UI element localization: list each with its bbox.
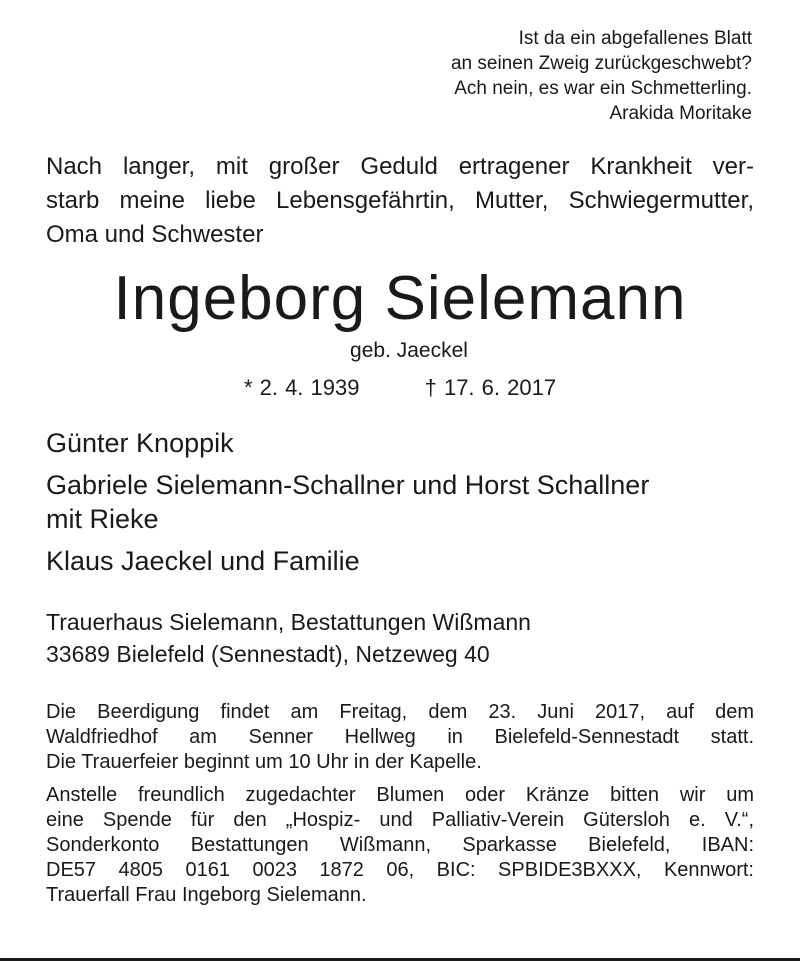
notice-line: DE57 4805 0161 0023 1872 06, BIC: SPBIDE3BXXX, Kennwort: xyxy=(46,859,754,881)
poem xyxy=(451,26,752,126)
poem-line: an seinen Zweig zurückgeschwebt? xyxy=(450,53,752,74)
notice-line: Die Beerdigung findet am Freitag, dem 23. Juni 2017, auf dem xyxy=(46,701,754,723)
mourner-line: Günter Knoppik xyxy=(46,428,234,458)
mourner-line: Gabriele Sielemann-Schallner und Horst Schallner xyxy=(46,470,650,500)
notice-line: Trauerfall Frau Ingeborg Sielemann. xyxy=(46,884,367,906)
notice-line: Anstelle freundlich zugedachter Blumen oder Kränze bitten wir um xyxy=(46,784,754,806)
death-date: † 17. 6. 2017 xyxy=(424,375,557,400)
mourner-group xyxy=(46,544,754,578)
intro-line: starb meine liebe Lebensgefährtin, Mutter, Schwiegermutter, xyxy=(46,187,754,214)
notice-line: Die Trauerfeier beginnt um 10 Uhr in der Kapelle. xyxy=(46,751,482,773)
birth-date: * 2. 4. 1939 xyxy=(243,375,360,400)
funeral-notice xyxy=(46,700,754,916)
poem-author: Arakida Moritake xyxy=(609,103,752,124)
mourner-line: Klaus Jaeckel und Familie xyxy=(46,546,360,576)
deceased-name: Ingeborg Sielemann xyxy=(113,264,687,333)
donation-paragraph xyxy=(46,783,754,908)
funeral-paragraph xyxy=(46,700,754,775)
address-line: 33689 Bielefeld (Sennestadt), Netzeweg 40 xyxy=(46,641,490,667)
notice-line: eine Spende für den „Hospiz- und Palliativ-Verein Gütersloh e. V.“, xyxy=(46,809,754,831)
intro-line: Nach langer, mit großer Geduld ertragener Krankheit ver- xyxy=(46,153,754,180)
mourner-line: mit Rieke xyxy=(46,504,159,534)
mourner-group xyxy=(46,468,754,536)
mourners-list xyxy=(46,426,754,586)
address-line: Trauerhaus Sielemann, Bestattungen Wißmann xyxy=(46,609,531,635)
life-dates xyxy=(0,374,800,402)
mourning-house-address xyxy=(46,606,754,670)
poem-line: Ach nein, es war ein Schmetterling. xyxy=(454,78,752,99)
notice-line: Sonderkonto Bestattungen Wißmann, Sparkasse Bielefeld, IBAN: xyxy=(46,834,754,856)
mourner-group xyxy=(46,426,754,460)
intro-line: Oma und Schwester xyxy=(46,221,264,248)
intro-text xyxy=(46,150,754,252)
poem-line: Ist da ein abgefallenes Blatt xyxy=(518,28,752,49)
birth-name: geb. Jaeckel xyxy=(350,339,468,362)
notice-line: Waldfriedhof am Senner Hellweg in Bielefeld-Sennestadt statt. xyxy=(46,726,754,748)
